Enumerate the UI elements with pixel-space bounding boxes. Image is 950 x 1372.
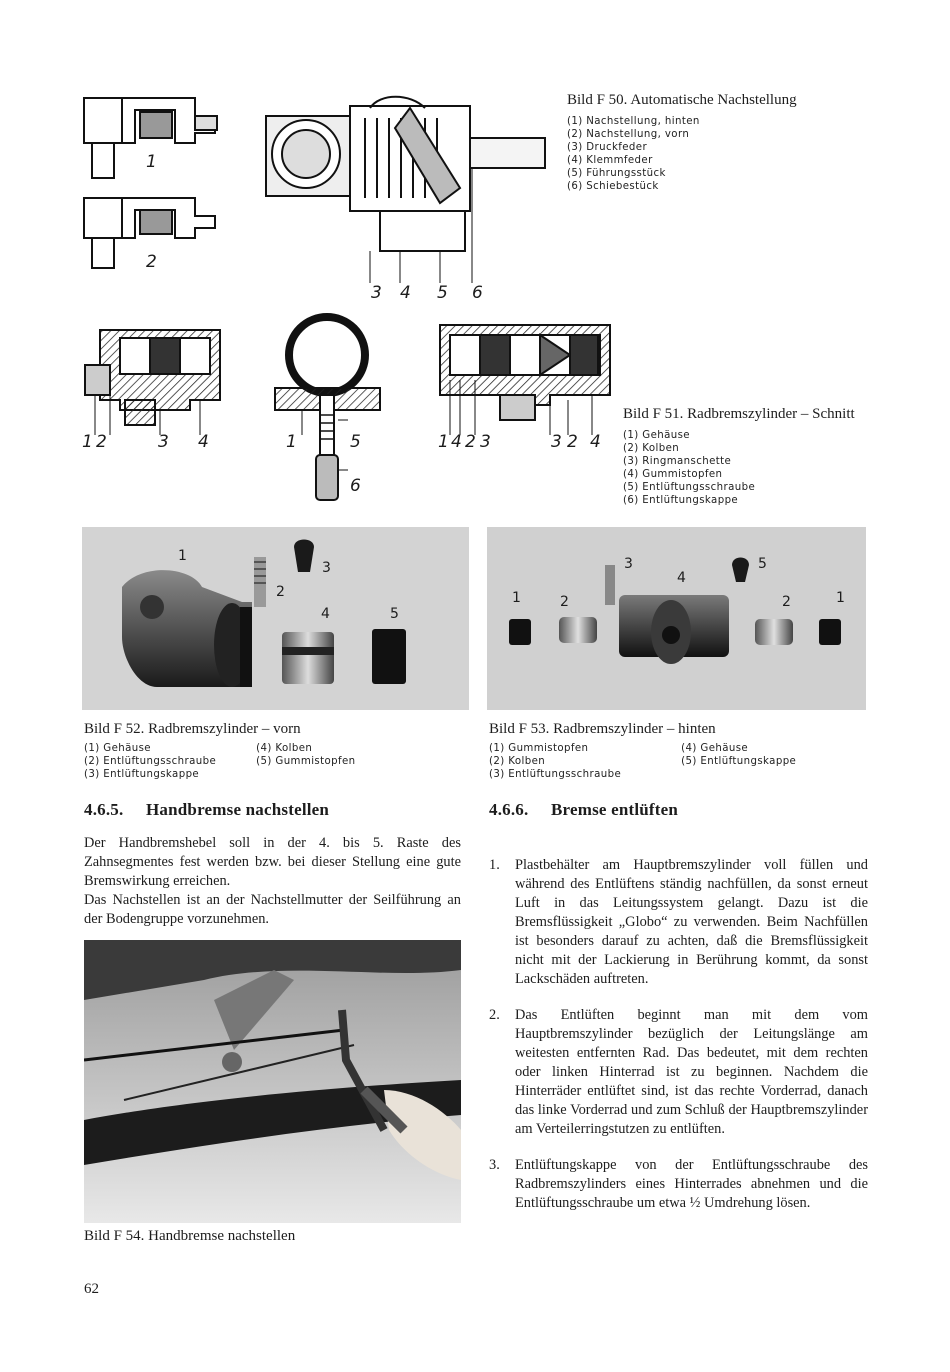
fig52-illustration <box>82 527 469 710</box>
legend-item: (6) Schiebestück <box>567 181 659 192</box>
step-text: Das Entlüften beginnt man mit dem vom Hauptbremszylinder bezüglich der Leitungslänge am weitesten entfernten Rad. Das bedeutet, mit dem rechten oder linken Hinterrad ist zu beginnen. Nachdem die Hinterräder entlüftet sind, ist das rechte Vorderrad, danach das linke Vorderrad und zum Schluß der Hauptbremszylinder am Verteilerringstutzen zu entlüften. <box>515 1007 868 1137</box>
fig50-label-5: 5 <box>437 283 448 303</box>
list-item <box>489 1156 868 1213</box>
legend-item: (3) Ringmanschette <box>623 456 732 467</box>
fig50-label-2: 2 <box>146 252 157 272</box>
fig51-label-l3: 3 <box>158 432 169 452</box>
fig52-title: Bild F 52. Radbremszylinder – vorn <box>84 721 301 737</box>
fig50-caption <box>567 92 797 193</box>
legend-col <box>256 742 355 781</box>
section-number: 4.6.5. <box>84 800 124 819</box>
fig51-label-r2: 2 <box>465 432 476 452</box>
fig50-label-1: 1 <box>146 152 157 172</box>
fig53-photo <box>487 527 866 710</box>
fig52-label-2: 2 <box>276 584 285 600</box>
legend-item: (5) Gummistopfen <box>256 756 356 767</box>
fig53-label-4: 4 <box>677 570 686 586</box>
paragraph: Der Handbremshebel soll in der 4. bis 5. Raste des Zahnsegmentes fest werden bzw. bei dieser Stellung eine gute Bremswirkung erreichen. <box>84 835 461 889</box>
legend-item: (1) Nachstellung, hinten <box>567 116 700 127</box>
fig51-title: Bild F 51. Radbremszylinder – Schnitt <box>623 406 855 422</box>
fig51-label-l4: 4 <box>198 432 209 452</box>
fig51-label-m5: 5 <box>350 432 361 452</box>
fig53-label-1b: 1 <box>836 590 845 606</box>
legend-item: (5) Entlüftungskappe <box>681 756 797 767</box>
fig50-label-4: 4 <box>400 283 411 303</box>
legend-item: (3) Entlüftungskappe <box>84 769 200 780</box>
legend-item: (2) Entlüftungsschraube <box>84 756 217 767</box>
section-title: Handbremse nachstellen <box>146 800 330 819</box>
legend-item: (3) Entlüftungsschraube <box>489 769 622 780</box>
fig51-label-r2b: 2 <box>567 432 578 452</box>
legend-col <box>84 742 216 781</box>
legend-item: (4) Gummistopfen <box>623 469 723 480</box>
fig53-illustration <box>487 527 866 710</box>
fig53-label-2b: 2 <box>782 594 791 610</box>
fig52-label-3: 3 <box>322 560 331 576</box>
fig51-label-l2: 2 <box>96 432 107 452</box>
legend-item: (4) Kolben <box>256 743 313 754</box>
legend-col <box>681 742 796 781</box>
legend-item: (2) Kolben <box>489 756 546 767</box>
step-text: Plastbehälter am Hauptbremszylinder voll füllen und während des Entlüftens ständig nachfüllen, da sonst erneut Luft in das Leitungssystem gelangt. Dazu ist die Bremsflüssigkeit „Globo“ zu verwenden. Beim Nachfüllen ist besonders darauf zu achten, daß die Bremsflüssigkeit nicht mit der Lackierung in Berührung kommt, da sonst Lackschäden auftreten. <box>515 857 868 987</box>
list-item <box>489 1006 868 1139</box>
fig54-photo <box>84 940 461 1223</box>
fig52-label-4: 4 <box>321 606 330 622</box>
fig50-label-3: 3 <box>371 283 382 303</box>
legend-item: (5) Entlüftungsschraube <box>623 482 756 493</box>
fig52-label-5: 5 <box>390 606 399 622</box>
section-465 <box>84 800 461 929</box>
legend-item: (1) Gehäuse <box>623 430 690 441</box>
legend-item: (4) Klemmfeder <box>567 155 653 166</box>
fig51-label-m1: 1 <box>286 432 297 452</box>
legend-item: (1) Gehäuse <box>84 743 151 754</box>
fig54-illustration <box>84 940 461 1223</box>
section-body <box>84 834 461 929</box>
fig53-caption <box>489 721 796 781</box>
section-number: 4.6.6. <box>489 800 529 819</box>
fig51-label-r3: 3 <box>480 432 491 452</box>
section-title: Bremse entlüften <box>551 800 679 819</box>
fig50-title: Bild F 50. Automatische Nachstellung <box>567 92 797 108</box>
legend-item: (2) Kolben <box>623 443 680 454</box>
fig51-caption <box>623 406 855 507</box>
fig50-label-6: 6 <box>472 283 483 303</box>
section-heading <box>489 800 868 820</box>
legend-item: (6) Entlüftungskappe <box>623 495 739 506</box>
fig53-title: Bild F 53. Radbremszylinder – hinten <box>489 721 716 737</box>
legend-item: (4) Gehäuse <box>681 743 749 754</box>
fig54-title: Bild F 54. Handbremse nachstellen <box>84 1228 296 1244</box>
fig53-label-1: 1 <box>512 590 521 606</box>
fig53-label-5: 5 <box>758 556 767 572</box>
list-item <box>489 856 868 989</box>
fig52-label-1: 1 <box>178 548 187 564</box>
step-text: Entlüftungskappe von der Entlüftungsschraube des Radbremszylinders eines Hinterrades abnehmen und die Entlüftungsschraube um etwa ½ Umdrehung lösen. <box>515 1157 868 1211</box>
fig51-label-r4: 4 <box>451 432 462 452</box>
fig52-legend <box>84 742 356 781</box>
fig51-legend <box>623 429 855 507</box>
step-number: 1. <box>489 857 500 873</box>
section-466 <box>489 800 868 1230</box>
paragraph: Das Nachstellen ist an der Nachstellmutter der Seilführung an der Bodengruppe vorzunehmen. <box>84 892 461 927</box>
fig52-caption <box>84 721 356 781</box>
section-heading <box>84 800 461 820</box>
legend-item: (2) Nachstellung, vorn <box>567 129 690 140</box>
fig53-label-2: 2 <box>560 594 569 610</box>
fig50-legend <box>567 115 797 193</box>
fig51-label-m6: 6 <box>350 476 361 496</box>
step-number: 2. <box>489 1007 500 1023</box>
legend-item: (5) Führungsstück <box>567 168 666 179</box>
legend-item: (3) Druckfeder <box>567 142 648 153</box>
fig51-label-r4b: 4 <box>590 432 601 452</box>
fig51-label-r3b: 3 <box>551 432 562 452</box>
fig53-label-3: 3 <box>624 556 633 572</box>
steps-list <box>489 856 868 1213</box>
fig52-photo <box>82 527 469 710</box>
fig51-label-l1: 1 <box>82 432 93 452</box>
fig53-legend <box>489 742 796 781</box>
legend-col <box>489 742 621 781</box>
step-number: 3. <box>489 1157 500 1173</box>
fig51-label-r1: 1 <box>438 432 449 452</box>
legend-item: (1) Gummistopfen <box>489 743 589 754</box>
page-number: 62 <box>84 1281 99 1297</box>
